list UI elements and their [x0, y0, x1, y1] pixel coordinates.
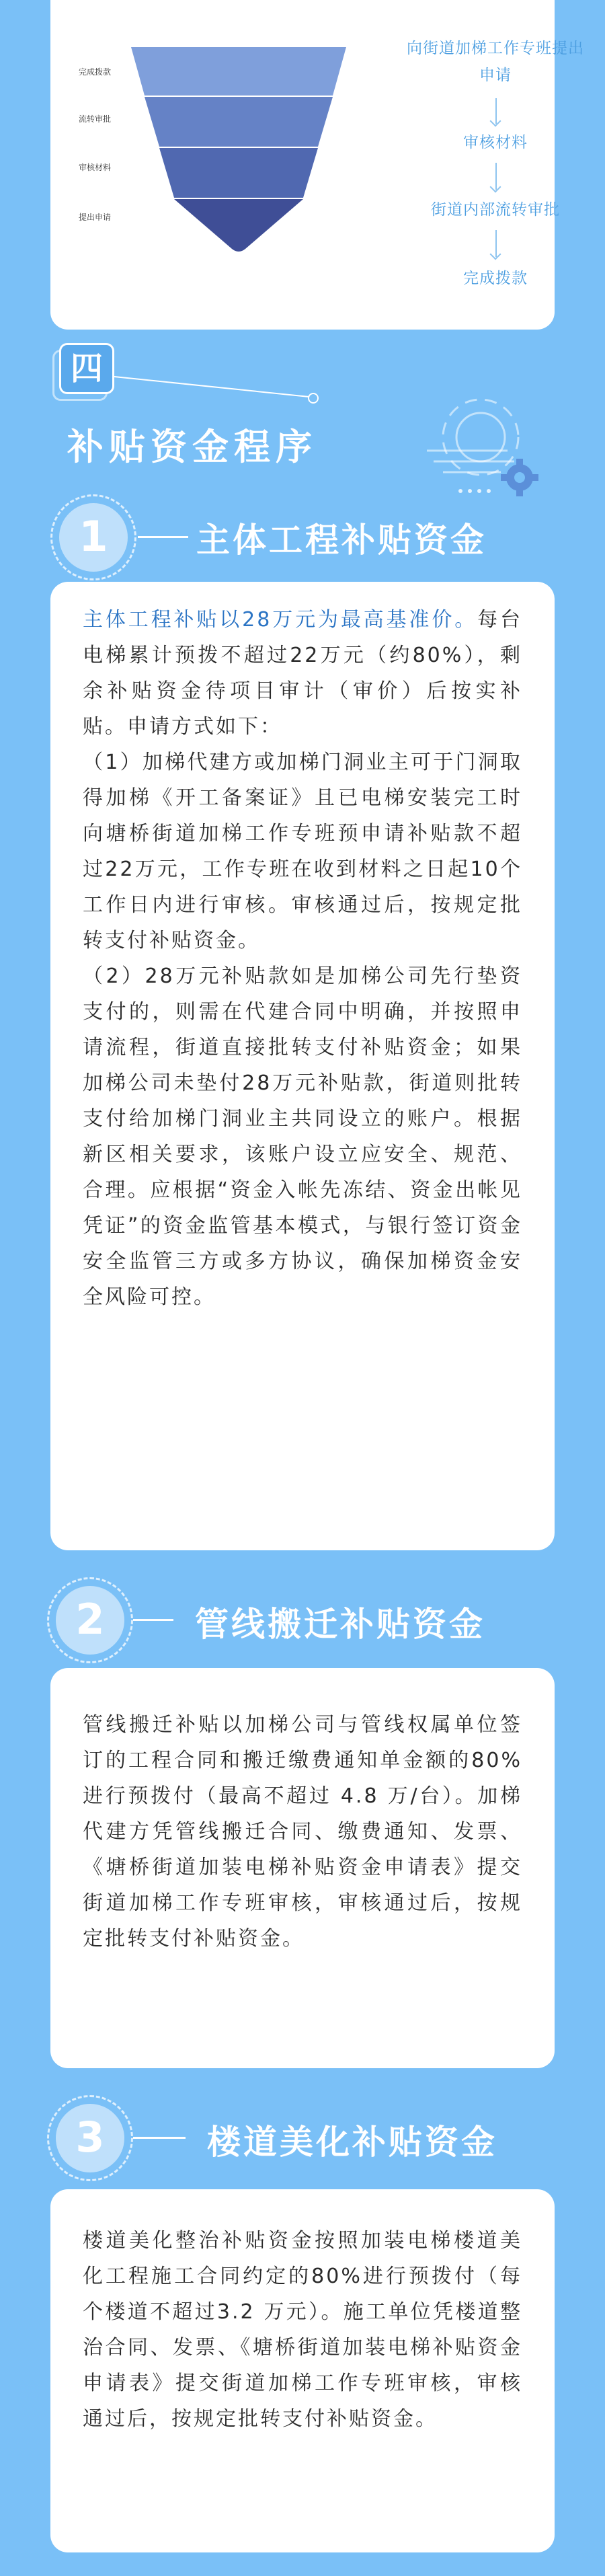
- card-pipeline-subsidy: [50, 1668, 555, 2068]
- flow-step-apply: 向街道加梯工作专班提出申请: [407, 40, 584, 84]
- sub-number-ring-2: [47, 1577, 133, 1663]
- funnel-label-3: 审核材料: [79, 163, 112, 172]
- funnel-layer-2: [145, 97, 333, 147]
- sub-line-3: [133, 2137, 186, 2139]
- sub-line-1: [138, 536, 188, 538]
- sub-title-2: 管线搬迁补贴资金: [195, 1605, 485, 1644]
- flow-step-approve: 街道内部流转审批: [431, 201, 560, 219]
- main-subsidy-intro: [83, 602, 522, 745]
- sub-number-1: 1: [59, 503, 128, 572]
- main-subsidy-intro-rest: 每台电梯累计预拨不超过22万元（约80%），剩余补贴资金待项目审计（审价）后按实补贴。申请方式如下：: [83, 608, 522, 738]
- corridor-subsidy-text: 楼道美化整治补贴资金按照加装电梯楼道美化工程施工合同约定的80%进行预拨付（每个楼道不超过3.2 万元）。施工单位凭楼道整治合同、发票、《塘桥街道加装电梯补贴资金申请表》提交街道加梯工作专班审核，审核通过后，按规定批转支付补贴资金。: [83, 2229, 522, 2431]
- funnel-layer-3: [159, 148, 318, 198]
- sub-number-ring-3: [47, 2095, 133, 2181]
- card-corridor-subsidy: [50, 2189, 555, 2552]
- funnel-layer-1: [131, 47, 346, 96]
- card-main-subsidy: [50, 582, 555, 1550]
- sub-heading-2: [0, 1577, 605, 1658]
- flow-step-review: 审核材料: [463, 134, 528, 151]
- funnel-label-4: 提出申请: [79, 213, 112, 222]
- main-subsidy-highlight: 主体工程补贴以28万元为最高基准价。: [83, 608, 478, 632]
- process-card: [50, 0, 584, 330]
- sub-title-3: 楼道美化补贴资金: [207, 2123, 497, 2162]
- sub-title-1: 主体工程补贴资金: [196, 521, 487, 560]
- section-title: 补贴资金程序: [67, 426, 317, 468]
- funnel-label-1: 完成拨款: [79, 67, 112, 77]
- funnel-label-2: 流转审批: [79, 114, 112, 124]
- sub-number-3: 3: [56, 2104, 124, 2172]
- sub-number-2: 2: [56, 1586, 124, 1655]
- gear-icon: [420, 383, 548, 504]
- pipeline-subsidy-text: 管线搬迁补贴以加梯公司与管线权属单位签订的工程合同和搬迁缴费通知单金额的80%进行预拨付（最高不超过 4.8 万/台）。加梯代建方凭管线搬迁合同、缴费通知、发票、《塘桥街道加装电梯补贴资金申请表》提交街道加梯工作专班审核，审核通过后，按规定批转支付补贴资金。: [83, 1713, 522, 1950]
- sub-heading-3: [0, 2095, 605, 2176]
- flow-arrow-2: [495, 163, 497, 190]
- sub-number-ring-1: [50, 494, 136, 580]
- connector-line: [108, 363, 336, 417]
- funnel-layer-4: [174, 199, 303, 252]
- flow-arrow-3: [495, 230, 497, 257]
- sub-line-2: [133, 1619, 173, 1621]
- main-subsidy-step-1: （1）加梯代建方或加梯门洞业主可于门洞取得加梯《开工备案证》且已电梯安装完工时向塘桥街道加梯工作专班预申请补贴款不超过22万元，工作专班在收到材料之日起10个工作日内进行审核。审核通过后，按规定批转支付补贴资金。: [83, 751, 522, 952]
- flow-arrow-1: [495, 98, 497, 124]
- funnel-chart: [131, 47, 346, 330]
- main-subsidy-step-2: （2）28万元补贴款如是加梯公司先行垫资支付的，则需在代建合同中明确，并按照申请流程，街道直接批转支付补贴资金；如果加梯公司未垫付28万元补贴款，街道则批转支付给加梯门洞业主共同设立的账户。根据新区相关要求，该账户设立应安全、规范、合理。应根据“资金入帐先冻结、资金出帐见凭证”的资金监管基本模式，与银行签订资金安全监管三方或多方协议，确保加梯资金安全风险可控。: [83, 964, 522, 1309]
- flow-step-disburse: 完成拨款: [463, 270, 528, 287]
- section-number: 四: [59, 343, 114, 394]
- sub-heading-1: [0, 494, 605, 575]
